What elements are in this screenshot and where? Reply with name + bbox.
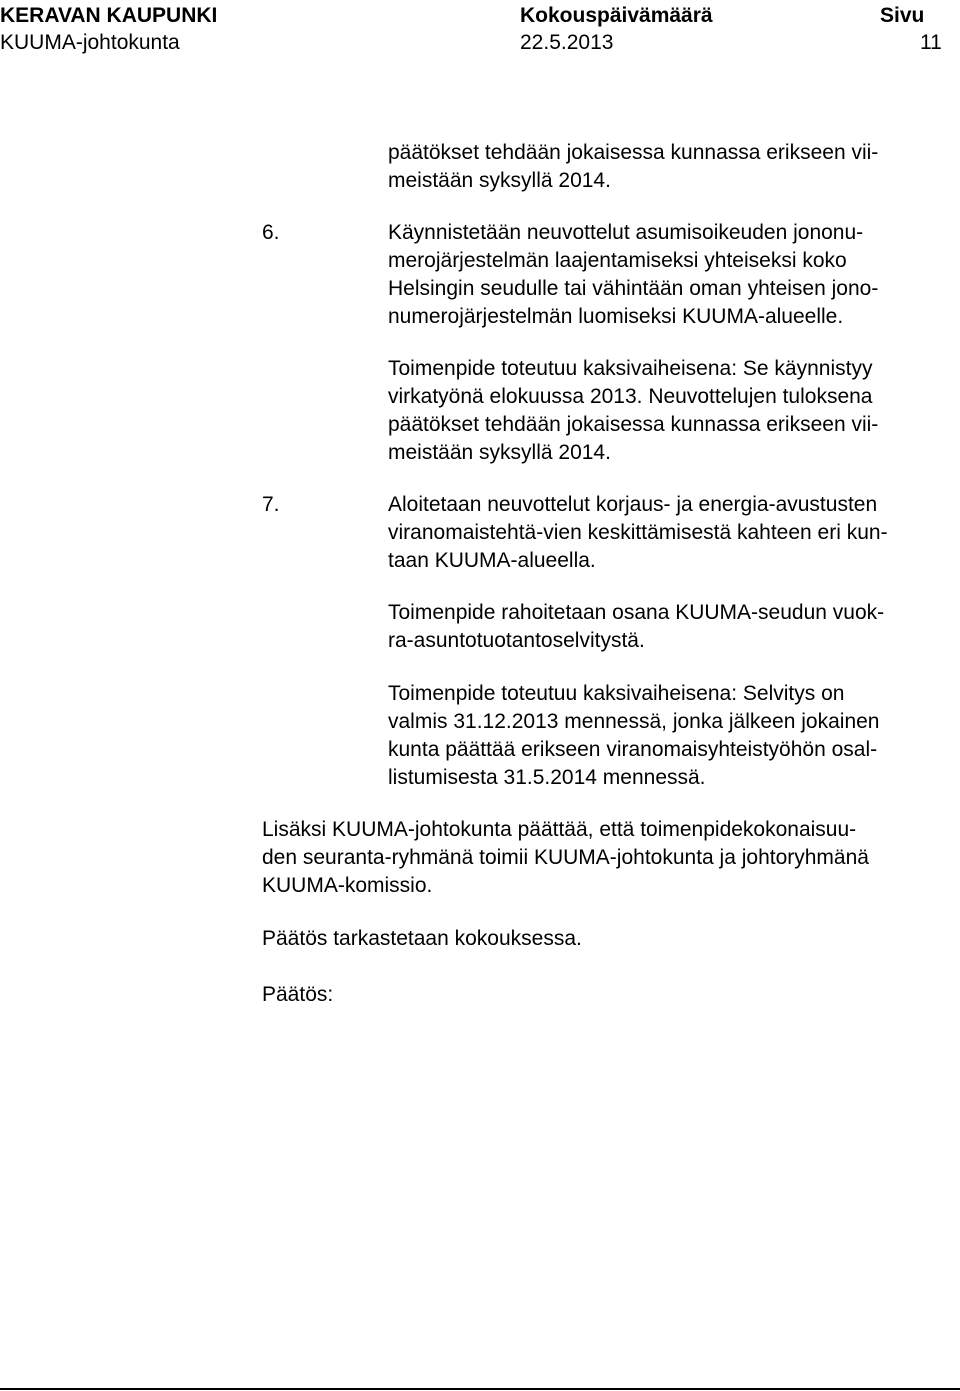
- text-line: ra-asuntotuotantoselvitystä.: [388, 629, 645, 652]
- text-line: Toimenpide toteutuu kaksivaiheisena: Selvitys on: [388, 682, 845, 705]
- text-line: viranomaistehtä-vien keskittämisestä kahteen eri kun-: [388, 521, 888, 544]
- text-line: virkatyönä elokuussa 2013. Neuvottelujen tuloksena: [388, 385, 873, 408]
- text-line: den seuranta-ryhmänä toimii KUUMA-johtokunta ja johtoryhmänä: [262, 846, 869, 869]
- text-line: listumisesta 31.5.2014 mennessä.: [388, 766, 706, 789]
- item-6-text: [388, 219, 878, 331]
- text-line: Toimenpide rahoitetaan osana KUUMA-seudun vuok-: [388, 601, 885, 624]
- text-line: Päätös:: [262, 983, 334, 1006]
- meeting-date-label: Kokouspäivämäärä: [520, 4, 713, 27]
- decision-label: [262, 981, 333, 1009]
- text-line: Toimenpide toteutuu kaksivaiheisena: Se käynnistyy: [388, 357, 873, 380]
- text-line: Helsingin seudulle tai vähintään oman yhteisen jono-: [388, 277, 879, 300]
- item-6-number: 6.: [262, 221, 280, 244]
- page-number: 11: [920, 31, 942, 54]
- text-line: KUUMA-komissio.: [262, 874, 433, 897]
- text-line: Päätös tarkastetaan kokouksessa.: [262, 927, 582, 950]
- text-line: merojärjestelmän laajentamiseksi yhteiseksi koko: [388, 249, 847, 272]
- item-7-paragraph-2: [388, 680, 879, 792]
- text-line: päätökset tehdään jokaisessa kunnassa erikseen vii-: [388, 413, 879, 436]
- addition-paragraph: [262, 816, 869, 900]
- footer-rule: [0, 1388, 960, 1390]
- org-name: KERAVAN KAUPUNKI: [0, 4, 218, 27]
- text-line: valmis 31.12.2013 mennessä, jonka jälkeen jokainen: [388, 710, 880, 733]
- text-line: meistään syksyllä 2014.: [388, 441, 611, 464]
- text-line: taan KUUMA-alueella.: [388, 549, 596, 572]
- item-7-number: 7.: [262, 493, 280, 516]
- committee-name: KUUMA-johtokunta: [0, 31, 180, 54]
- text-line: kunta päättää erikseen viranomaisyhteistyöhön osal-: [388, 738, 878, 761]
- text-line: numerojärjestelmän luomiseksi KUUMA-alueelle.: [388, 305, 844, 328]
- continued-text: [388, 139, 878, 195]
- text-line: Aloitetaan neuvottelut korjaus- ja energia-avustusten: [388, 493, 878, 516]
- page-label: Sivu: [880, 4, 925, 27]
- checked-in-meeting: [262, 925, 582, 953]
- item-6-paragraph: [388, 355, 878, 467]
- meeting-date: 22.5.2013: [520, 31, 614, 54]
- text-line: Käynnistetään neuvottelut asumisoikeuden jononu-: [388, 221, 864, 244]
- page-header: [0, 0, 960, 60]
- text-line: päätökset tehdään jokaisessa kunnassa erikseen vii-: [388, 141, 879, 164]
- item-7-paragraph-1: [388, 599, 884, 655]
- item-7-text: [388, 491, 888, 575]
- text-line: Lisäksi KUUMA-johtokunta päättää, että toimenpidekokonaisuu-: [262, 818, 857, 841]
- text-line: meistään syksyllä 2014.: [388, 169, 611, 192]
